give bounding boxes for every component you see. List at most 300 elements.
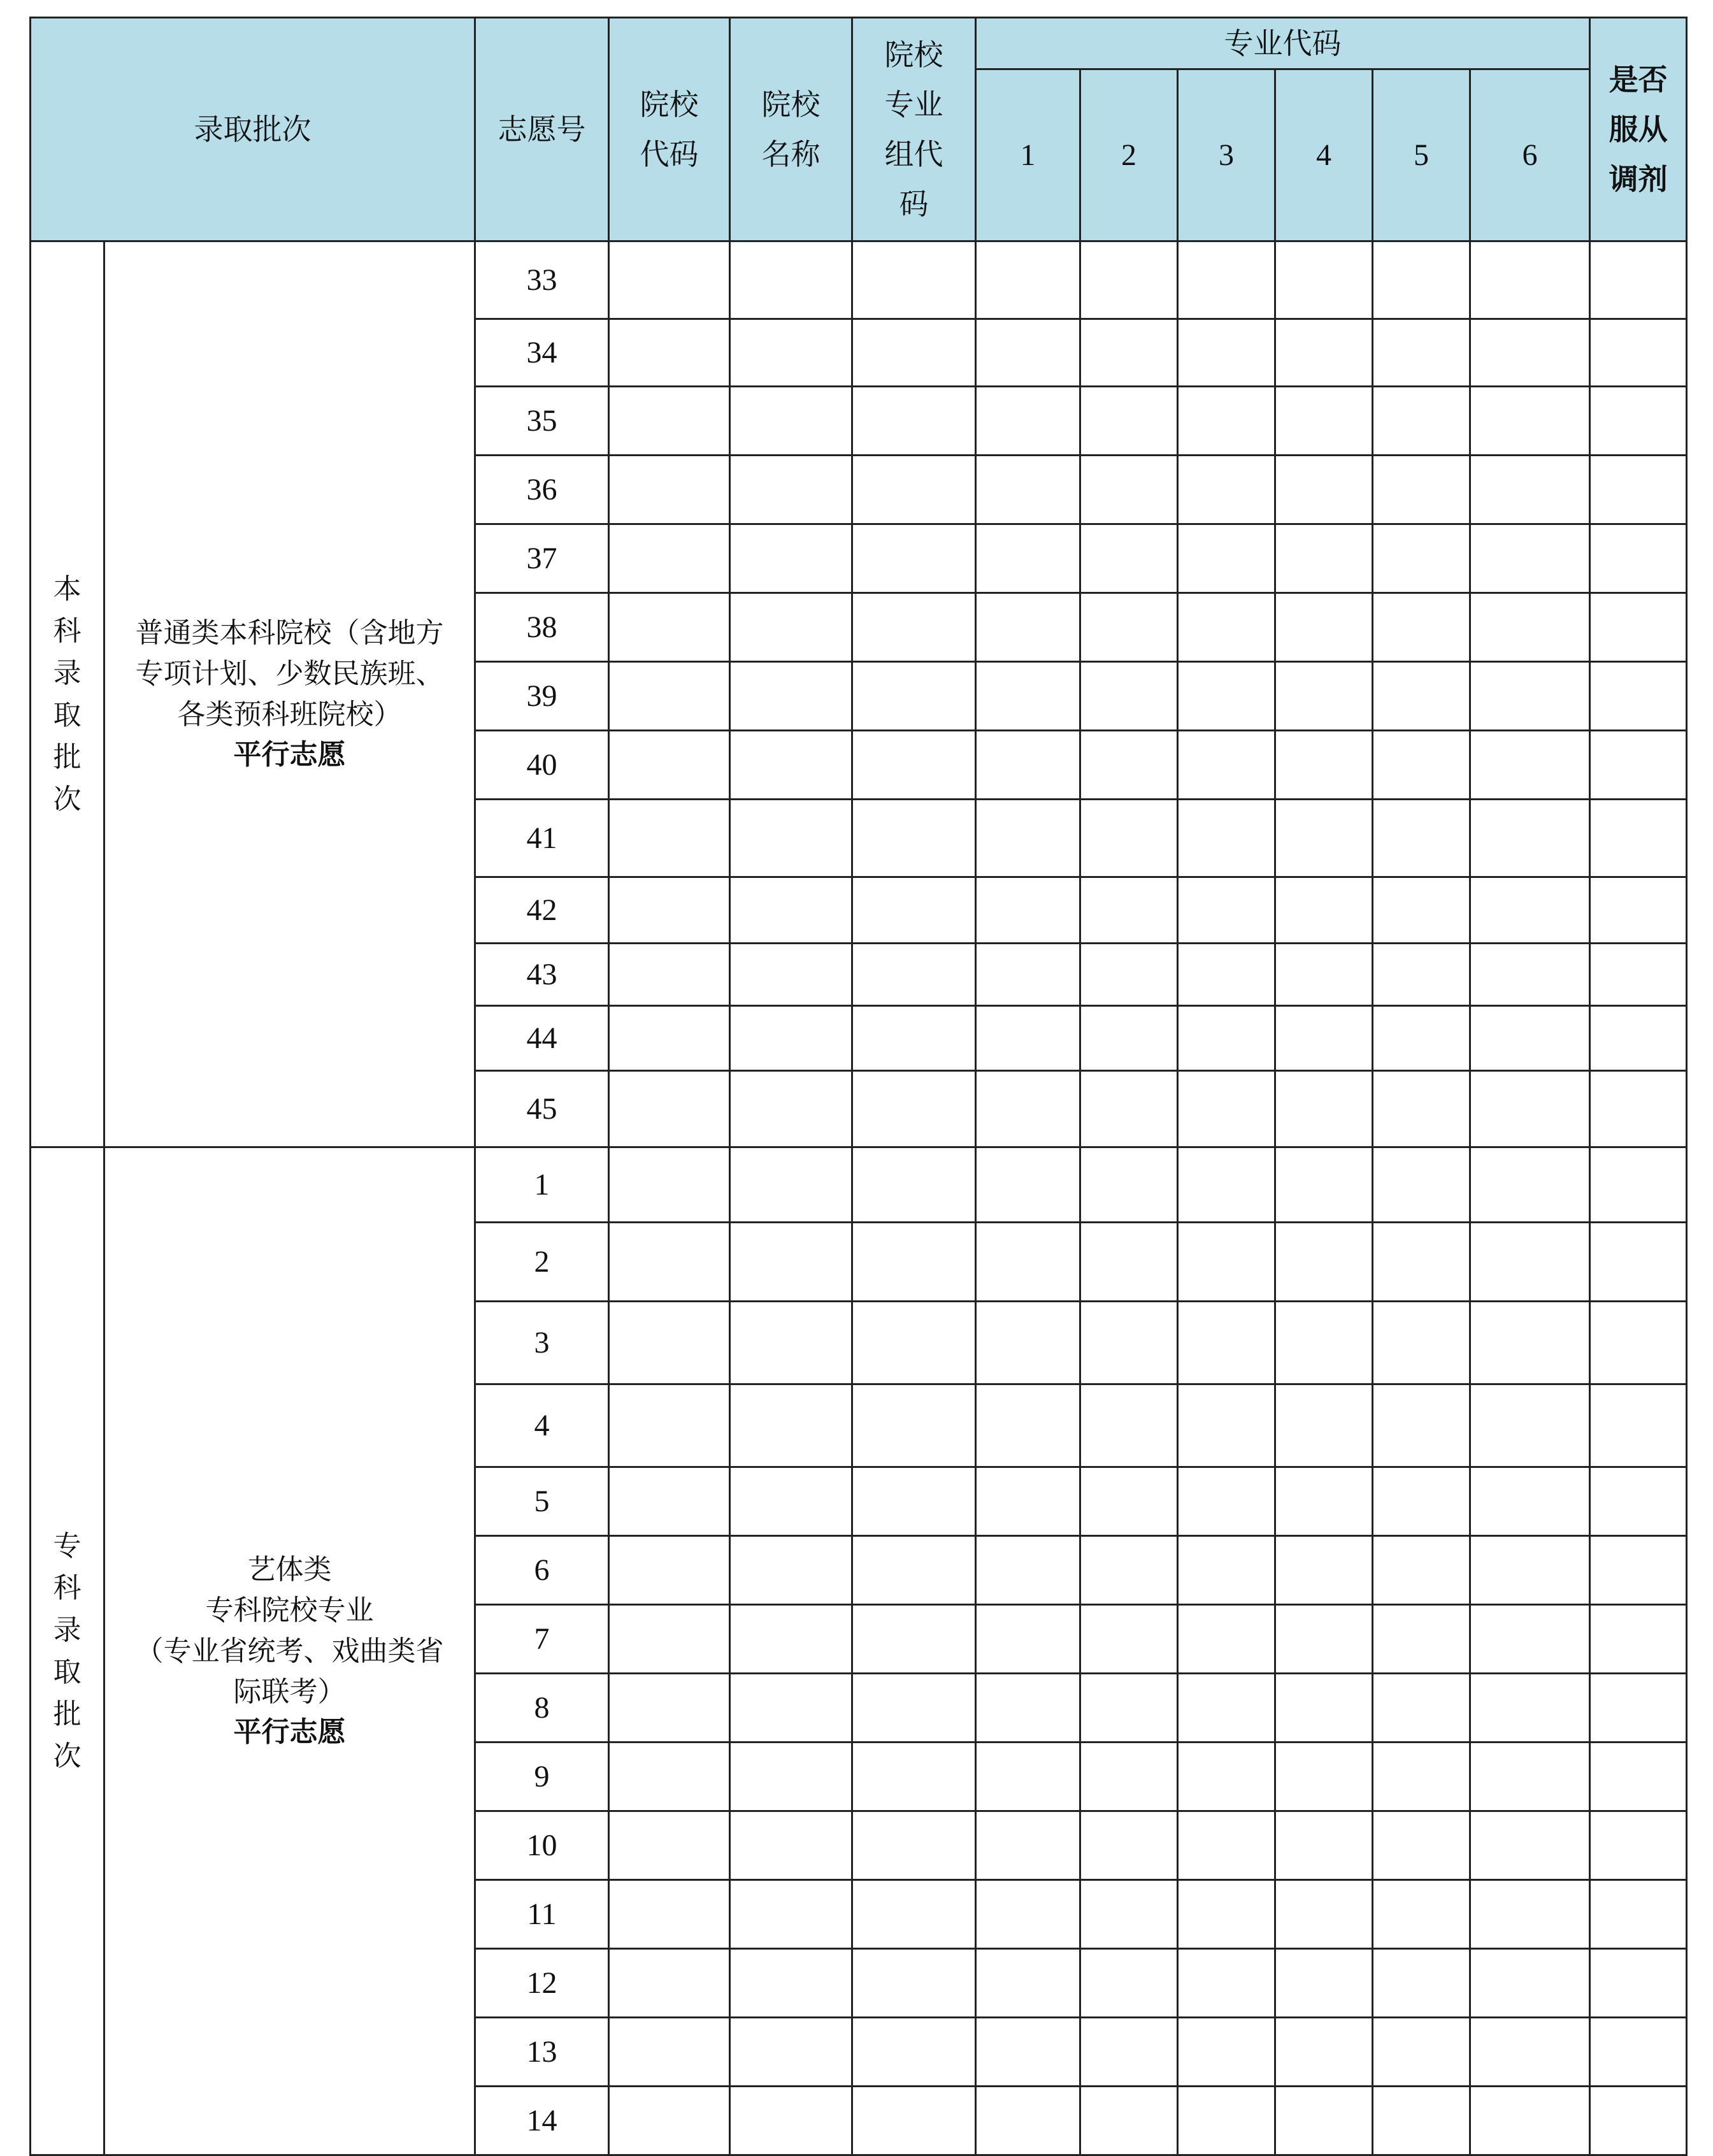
major-5-cell[interactable] [1373, 1949, 1470, 2018]
major-1-cell[interactable] [976, 593, 1080, 662]
obey-adjustment-cell[interactable] [1590, 877, 1687, 944]
school-name-cell[interactable] [730, 1949, 852, 2018]
major-5-cell[interactable] [1373, 1605, 1470, 1674]
major-6-cell[interactable] [1470, 1006, 1590, 1071]
group-code-cell[interactable] [852, 387, 976, 456]
major-2-cell[interactable] [1080, 593, 1178, 662]
school-code-cell[interactable] [609, 800, 730, 877]
school-code-cell[interactable] [609, 593, 730, 662]
major-5-cell[interactable] [1373, 319, 1470, 387]
wish-number: 4 [475, 1384, 609, 1467]
major-3-cell[interactable] [1178, 1811, 1275, 1880]
major-2-cell[interactable] [1080, 319, 1178, 387]
obey-adjustment-cell[interactable] [1590, 1467, 1687, 1536]
major-4-cell[interactable] [1275, 1384, 1373, 1467]
major-5-cell[interactable] [1373, 1302, 1470, 1384]
major-6-cell[interactable] [1470, 593, 1590, 662]
major-5-cell[interactable] [1373, 1674, 1470, 1743]
header-obey-adjustment: 是否 服从 调剂 [1590, 18, 1687, 241]
wish-number: 9 [475, 1743, 609, 1811]
school-name-cell[interactable] [730, 1071, 852, 1147]
major-4-cell[interactable] [1275, 1743, 1373, 1811]
major-5-cell[interactable] [1373, 1384, 1470, 1467]
major-4-cell[interactable] [1275, 800, 1373, 877]
major-1-cell[interactable] [976, 524, 1080, 593]
group-code-cell[interactable] [852, 319, 976, 387]
obey-adjustment-cell[interactable] [1590, 1536, 1687, 1605]
school-name-cell[interactable] [730, 1605, 852, 1674]
major-4-cell[interactable] [1275, 319, 1373, 387]
school-code-cell[interactable] [609, 2018, 730, 2087]
major-4-cell[interactable] [1275, 387, 1373, 456]
major-3-cell[interactable] [1178, 2018, 1275, 2087]
school-code-cell[interactable] [609, 524, 730, 593]
wish-number: 37 [475, 524, 609, 593]
major-1-cell[interactable] [976, 877, 1080, 944]
major-3-cell[interactable] [1178, 800, 1275, 877]
group-code-cell[interactable] [852, 944, 976, 1006]
major-6-cell[interactable] [1470, 1467, 1590, 1536]
major-1-cell[interactable] [976, 662, 1080, 731]
major-4-cell[interactable] [1275, 1811, 1373, 1880]
major-1-cell[interactable] [976, 1880, 1080, 1949]
header-major-3: 3 [1178, 69, 1275, 241]
major-4-cell[interactable] [1275, 1467, 1373, 1536]
group-code-cell[interactable] [852, 800, 976, 877]
major-5-cell[interactable] [1373, 1147, 1470, 1223]
school-code-cell[interactable] [609, 319, 730, 387]
major-4-cell[interactable] [1275, 877, 1373, 944]
group-code-cell[interactable] [852, 241, 976, 319]
school-name-cell[interactable] [730, 387, 852, 456]
major-2-cell[interactable] [1080, 524, 1178, 593]
major-1-cell[interactable] [976, 1071, 1080, 1147]
school-name-cell[interactable] [730, 1006, 852, 1071]
major-4-cell[interactable] [1275, 1302, 1373, 1384]
group-code-cell[interactable] [852, 2087, 976, 2155]
major-1-cell[interactable] [976, 1384, 1080, 1467]
major-4-cell[interactable] [1275, 2018, 1373, 2087]
group-code-cell[interactable] [852, 731, 976, 800]
major-4-cell[interactable] [1275, 241, 1373, 319]
application-form-table [29, 17, 1688, 2156]
school-name-cell[interactable] [730, 877, 852, 944]
major-3-cell[interactable] [1178, 1880, 1275, 1949]
major-5-cell[interactable] [1373, 1223, 1470, 1302]
school-name-cell[interactable] [730, 1467, 852, 1536]
major-3-cell[interactable] [1178, 1674, 1275, 1743]
school-name-cell[interactable] [730, 1147, 852, 1223]
major-4-cell[interactable] [1275, 1674, 1373, 1743]
major-2-cell[interactable] [1080, 456, 1178, 524]
major-4-cell[interactable] [1275, 456, 1373, 524]
major-2-cell[interactable] [1080, 2018, 1178, 2087]
major-6-cell[interactable] [1470, 524, 1590, 593]
wish-number: 39 [475, 662, 609, 731]
major-1-cell[interactable] [976, 2087, 1080, 2155]
major-5-cell[interactable] [1373, 1880, 1470, 1949]
obey-adjustment-cell[interactable] [1590, 2087, 1687, 2155]
wish-number: 8 [475, 1674, 609, 1743]
group-code-cell[interactable] [852, 1949, 976, 2018]
obey-adjustment-cell[interactable] [1590, 1743, 1687, 1811]
major-6-cell[interactable] [1470, 1536, 1590, 1605]
group-code-cell[interactable] [852, 1147, 976, 1223]
major-3-cell[interactable] [1178, 1536, 1275, 1605]
major-3-cell[interactable] [1178, 877, 1275, 944]
major-5-cell[interactable] [1373, 1467, 1470, 1536]
major-1-cell[interactable] [976, 2018, 1080, 2087]
major-6-cell[interactable] [1470, 456, 1590, 524]
major-5-cell[interactable] [1373, 524, 1470, 593]
group-code-cell[interactable] [852, 1384, 976, 1467]
obey-adjustment-cell[interactable] [1590, 524, 1687, 593]
group-code-cell[interactable] [852, 1006, 976, 1071]
major-2-cell[interactable] [1080, 1467, 1178, 1536]
major-2-cell[interactable] [1080, 2087, 1178, 2155]
major-2-cell[interactable] [1080, 1223, 1178, 1302]
obey-adjustment-cell[interactable] [1590, 1949, 1687, 2018]
group-code-cell[interactable] [852, 877, 976, 944]
school-name-cell[interactable] [730, 662, 852, 731]
major-5-cell[interactable] [1373, 662, 1470, 731]
school-code-cell[interactable] [609, 1223, 730, 1302]
obey-adjustment-cell[interactable] [1590, 319, 1687, 387]
school-name-cell[interactable] [730, 1674, 852, 1743]
major-6-cell[interactable] [1470, 241, 1590, 319]
school-name-cell[interactable] [730, 1880, 852, 1949]
obey-adjustment-cell[interactable] [1590, 944, 1687, 1006]
school-name-cell[interactable] [730, 593, 852, 662]
major-1-cell[interactable] [976, 1811, 1080, 1880]
obey-adjustment-cell[interactable] [1590, 1605, 1687, 1674]
wish-number: 45 [475, 1071, 609, 1147]
school-code-cell[interactable] [609, 1743, 730, 1811]
school-code-cell[interactable] [609, 1384, 730, 1467]
major-4-cell[interactable] [1275, 1536, 1373, 1605]
school-name-cell[interactable] [730, 241, 852, 319]
school-name-cell[interactable] [730, 2018, 852, 2087]
major-3-cell[interactable] [1178, 387, 1275, 456]
major-4-cell[interactable] [1275, 1071, 1373, 1147]
group-code-cell[interactable] [852, 662, 976, 731]
school-code-cell[interactable] [609, 1536, 730, 1605]
school-name-cell[interactable] [730, 1223, 852, 1302]
major-6-cell[interactable] [1470, 1384, 1590, 1467]
school-name-cell[interactable] [730, 2087, 852, 2155]
major-6-cell[interactable] [1470, 1302, 1590, 1384]
major-3-cell[interactable] [1178, 1467, 1275, 1536]
wish-number: 12 [475, 1949, 609, 2018]
school-name-cell[interactable] [730, 731, 852, 800]
group-code-cell[interactable] [852, 1605, 976, 1674]
major-1-cell[interactable] [976, 1605, 1080, 1674]
school-code-cell[interactable] [609, 1880, 730, 1949]
major-5-cell[interactable] [1373, 1536, 1470, 1605]
major-1-cell[interactable] [976, 1674, 1080, 1743]
major-3-cell[interactable] [1178, 1223, 1275, 1302]
major-6-cell[interactable] [1470, 944, 1590, 1006]
major-2-cell[interactable] [1080, 1384, 1178, 1467]
major-1-cell[interactable] [976, 800, 1080, 877]
major-6-cell[interactable] [1470, 731, 1590, 800]
major-2-cell[interactable] [1080, 1811, 1178, 1880]
major-4-cell[interactable] [1275, 1223, 1373, 1302]
group-code-cell[interactable] [852, 1071, 976, 1147]
school-code-cell[interactable] [609, 1071, 730, 1147]
major-1-cell[interactable] [976, 731, 1080, 800]
major-3-cell[interactable] [1178, 1384, 1275, 1467]
obey-adjustment-cell[interactable] [1590, 2018, 1687, 2087]
obey-adjustment-cell[interactable] [1590, 1071, 1687, 1147]
school-code-cell[interactable] [609, 1006, 730, 1071]
group-code-cell[interactable] [852, 524, 976, 593]
school-name-cell[interactable] [730, 319, 852, 387]
school-code-cell[interactable] [609, 2087, 730, 2155]
major-2-cell[interactable] [1080, 387, 1178, 456]
major-5-cell[interactable] [1373, 1743, 1470, 1811]
school-code-cell[interactable] [609, 1605, 730, 1674]
major-5-cell[interactable] [1373, 944, 1470, 1006]
major-2-cell[interactable] [1080, 1949, 1178, 2018]
school-name-cell[interactable] [730, 524, 852, 593]
obey-adjustment-cell[interactable] [1590, 1147, 1687, 1223]
major-5-cell[interactable] [1373, 1071, 1470, 1147]
group-code-cell[interactable] [852, 1223, 976, 1302]
major-5-cell[interactable] [1373, 387, 1470, 456]
table-body [31, 241, 1687, 2155]
major-1-cell[interactable] [976, 1467, 1080, 1536]
major-5-cell[interactable] [1373, 877, 1470, 944]
group-code-cell[interactable] [852, 1467, 976, 1536]
major-4-cell[interactable] [1275, 1949, 1373, 2018]
obey-adjustment-cell[interactable] [1590, 1811, 1687, 1880]
major-5-cell[interactable] [1373, 2087, 1470, 2155]
school-code-cell[interactable] [609, 731, 730, 800]
school-name-cell[interactable] [730, 1384, 852, 1467]
major-3-cell[interactable] [1178, 944, 1275, 1006]
header-major-1: 1 [976, 69, 1080, 241]
major-1-cell[interactable] [976, 1536, 1080, 1605]
wish-number: 42 [475, 877, 609, 944]
obey-adjustment-cell[interactable] [1590, 1006, 1687, 1071]
major-2-cell[interactable] [1080, 1605, 1178, 1674]
group-code-cell[interactable] [852, 2018, 976, 2087]
wish-number: 38 [475, 593, 609, 662]
school-code-cell[interactable] [609, 1949, 730, 2018]
wish-number: 1 [475, 1147, 609, 1223]
major-3-cell[interactable] [1178, 593, 1275, 662]
major-1-cell[interactable] [976, 241, 1080, 319]
major-1-cell[interactable] [976, 944, 1080, 1006]
major-2-cell[interactable] [1080, 877, 1178, 944]
major-3-cell[interactable] [1178, 1605, 1275, 1674]
major-2-cell[interactable] [1080, 1536, 1178, 1605]
table-row [31, 1147, 1687, 1223]
school-name-cell[interactable] [730, 1302, 852, 1384]
major-2-cell[interactable] [1080, 800, 1178, 877]
obey-adjustment-cell[interactable] [1590, 1302, 1687, 1384]
major-1-cell[interactable] [976, 1949, 1080, 2018]
major-6-cell[interactable] [1470, 1743, 1590, 1811]
major-6-cell[interactable] [1470, 662, 1590, 731]
major-4-cell[interactable] [1275, 524, 1373, 593]
school-name-cell[interactable] [730, 944, 852, 1006]
major-5-cell[interactable] [1373, 731, 1470, 800]
major-1-cell[interactable] [976, 1302, 1080, 1384]
major-6-cell[interactable] [1470, 1949, 1590, 2018]
major-6-cell[interactable] [1470, 387, 1590, 456]
wish-number: 44 [475, 1006, 609, 1071]
major-4-cell[interactable] [1275, 593, 1373, 662]
header-group-code: 院校 专业 组代 码 [852, 18, 976, 241]
obey-adjustment-cell[interactable] [1590, 800, 1687, 877]
major-1-cell[interactable] [976, 319, 1080, 387]
major-2-cell[interactable] [1080, 1880, 1178, 1949]
major-3-cell[interactable] [1178, 2087, 1275, 2155]
major-4-cell[interactable] [1275, 1147, 1373, 1223]
major-2-cell[interactable] [1080, 662, 1178, 731]
major-3-cell[interactable] [1178, 1147, 1275, 1223]
group-code-cell[interactable] [852, 593, 976, 662]
obey-adjustment-cell[interactable] [1590, 1880, 1687, 1949]
major-5-cell[interactable] [1373, 800, 1470, 877]
major-6-cell[interactable] [1470, 877, 1590, 944]
school-code-cell[interactable] [609, 387, 730, 456]
major-1-cell[interactable] [976, 456, 1080, 524]
major-5-cell[interactable] [1373, 1811, 1470, 1880]
school-code-cell[interactable] [609, 877, 730, 944]
major-3-cell[interactable] [1178, 1006, 1275, 1071]
major-2-cell[interactable] [1080, 1302, 1178, 1384]
school-code-cell[interactable] [609, 662, 730, 731]
major-1-cell[interactable] [976, 1147, 1080, 1223]
major-4-cell[interactable] [1275, 731, 1373, 800]
group-code-cell[interactable] [852, 1811, 976, 1880]
major-2-cell[interactable] [1080, 944, 1178, 1006]
major-6-cell[interactable] [1470, 2018, 1590, 2087]
major-3-cell[interactable] [1178, 1949, 1275, 2018]
major-6-cell[interactable] [1470, 2087, 1590, 2155]
major-2-cell[interactable] [1080, 241, 1178, 319]
school-code-cell[interactable] [609, 241, 730, 319]
obey-adjustment-cell[interactable] [1590, 241, 1687, 319]
school-code-cell[interactable] [609, 1147, 730, 1223]
school-name-cell[interactable] [730, 1743, 852, 1811]
obey-adjustment-cell[interactable] [1590, 731, 1687, 800]
wish-number: 43 [475, 944, 609, 1006]
major-6-cell[interactable] [1470, 319, 1590, 387]
group-code-cell[interactable] [852, 1743, 976, 1811]
group-code-cell[interactable] [852, 456, 976, 524]
wish-number: 33 [475, 241, 609, 319]
school-code-cell[interactable] [609, 1467, 730, 1536]
wish-number: 40 [475, 731, 609, 800]
major-3-cell[interactable] [1178, 731, 1275, 800]
major-4-cell[interactable] [1275, 1605, 1373, 1674]
school-name-cell[interactable] [730, 1811, 852, 1880]
major-6-cell[interactable] [1470, 1880, 1590, 1949]
group-code-cell[interactable] [852, 1880, 976, 1949]
major-3-cell[interactable] [1178, 1743, 1275, 1811]
major-1-cell[interactable] [976, 1006, 1080, 1071]
major-6-cell[interactable] [1470, 800, 1590, 877]
major-6-cell[interactable] [1470, 1223, 1590, 1302]
obey-adjustment-cell[interactable] [1590, 593, 1687, 662]
obey-adjustment-cell[interactable] [1590, 1223, 1687, 1302]
major-2-cell[interactable] [1080, 1674, 1178, 1743]
major-3-cell[interactable] [1178, 1071, 1275, 1147]
school-name-cell[interactable] [730, 800, 852, 877]
wish-number: 41 [475, 800, 609, 877]
major-2-cell[interactable] [1080, 1006, 1178, 1071]
major-6-cell[interactable] [1470, 1605, 1590, 1674]
school-name-cell[interactable] [730, 1536, 852, 1605]
major-4-cell[interactable] [1275, 2087, 1373, 2155]
school-code-cell[interactable] [609, 1674, 730, 1743]
obey-adjustment-cell[interactable] [1590, 1384, 1687, 1467]
major-5-cell[interactable] [1373, 593, 1470, 662]
major-2-cell[interactable] [1080, 1071, 1178, 1147]
header-major-6: 6 [1470, 69, 1590, 241]
wish-number: 13 [475, 2018, 609, 2087]
batch-label: 专 科 录 取 批 次 [31, 1147, 104, 2155]
school-code-cell[interactable] [609, 1302, 730, 1384]
major-3-cell[interactable] [1178, 456, 1275, 524]
major-4-cell[interactable] [1275, 944, 1373, 1006]
major-6-cell[interactable] [1470, 1674, 1590, 1743]
major-4-cell[interactable] [1275, 662, 1373, 731]
major-6-cell[interactable] [1470, 1071, 1590, 1147]
major-6-cell[interactable] [1470, 1811, 1590, 1880]
major-5-cell[interactable] [1373, 456, 1470, 524]
major-2-cell[interactable] [1080, 1743, 1178, 1811]
school-code-cell[interactable] [609, 1811, 730, 1880]
major-1-cell[interactable] [976, 1223, 1080, 1302]
parallel-wish-label: 平行志愿 [233, 1716, 346, 1749]
major-5-cell[interactable] [1373, 1006, 1470, 1071]
major-1-cell[interactable] [976, 387, 1080, 456]
school-code-cell[interactable] [609, 944, 730, 1006]
obey-adjustment-cell[interactable] [1590, 387, 1687, 456]
major-3-cell[interactable] [1178, 319, 1275, 387]
major-3-cell[interactable] [1178, 1302, 1275, 1384]
table-row [31, 241, 1687, 319]
wish-number: 14 [475, 2087, 609, 2155]
obey-adjustment-cell[interactable] [1590, 1674, 1687, 1743]
major-1-cell[interactable] [976, 1743, 1080, 1811]
major-6-cell[interactable] [1470, 1147, 1590, 1223]
obey-adjustment-cell[interactable] [1590, 662, 1687, 731]
major-2-cell[interactable] [1080, 1147, 1178, 1223]
group-code-cell[interactable] [852, 1674, 976, 1743]
header-major-code: 专业代码 [976, 18, 1590, 69]
group-code-cell[interactable] [852, 1302, 976, 1384]
major-4-cell[interactable] [1275, 1880, 1373, 1949]
major-3-cell[interactable] [1178, 241, 1275, 319]
obey-adjustment-cell[interactable] [1590, 456, 1687, 524]
major-4-cell[interactable] [1275, 1006, 1373, 1071]
major-5-cell[interactable] [1373, 2018, 1470, 2087]
school-name-cell[interactable] [730, 456, 852, 524]
school-code-cell[interactable] [609, 456, 730, 524]
group-code-cell[interactable] [852, 1536, 976, 1605]
major-2-cell[interactable] [1080, 731, 1178, 800]
header-batch: 录取批次 [31, 18, 475, 241]
major-5-cell[interactable] [1373, 241, 1470, 319]
major-3-cell[interactable] [1178, 524, 1275, 593]
major-3-cell[interactable] [1178, 662, 1275, 731]
